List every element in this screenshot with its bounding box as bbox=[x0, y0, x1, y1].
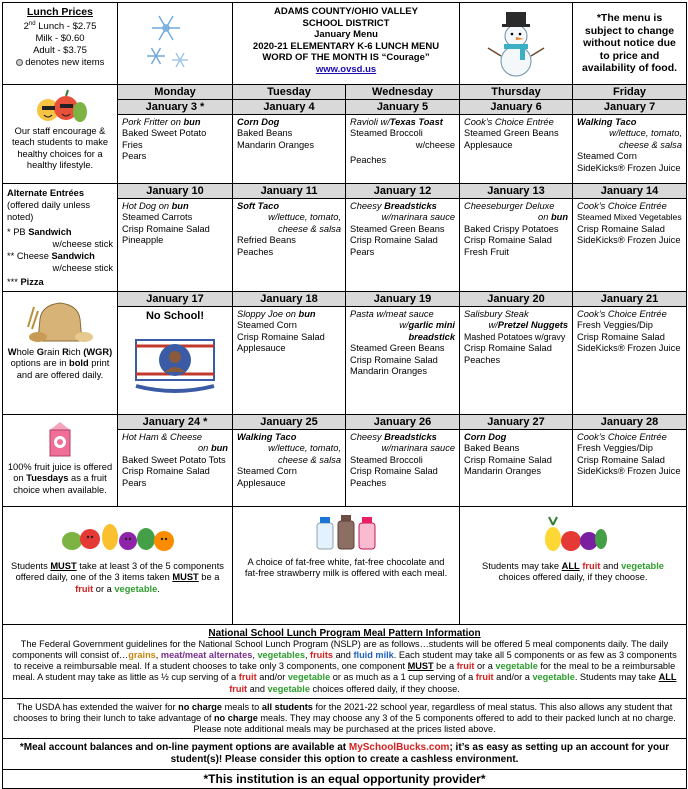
entree-bun: bun bbox=[550, 212, 569, 222]
entree: Corn Dog bbox=[237, 116, 280, 127]
entree: Cook’s Choice Entrée bbox=[577, 431, 667, 442]
s1-e: be a bbox=[198, 572, 220, 582]
entree: Corn Dog bbox=[464, 431, 507, 442]
fruit-juice-text bbox=[6, 462, 114, 497]
wgr-ich: ich bbox=[68, 346, 81, 357]
adult-price: Adult - $3.75 bbox=[33, 45, 87, 57]
day-cell-jan-13 bbox=[460, 183, 573, 291]
wgr-rain: rain bbox=[43, 346, 63, 357]
wgr-bold: bold bbox=[69, 358, 89, 368]
juice-item: SideKicks® Frozen Juice bbox=[577, 343, 681, 353]
day-header-tuesday: Tuesday bbox=[233, 84, 346, 99]
side-item: Steamed Green Beans bbox=[350, 343, 445, 353]
s1-must: MUST bbox=[50, 560, 77, 571]
date-label: January 3 * bbox=[118, 100, 232, 115]
salad-item: Crisp Romaine Salad bbox=[350, 354, 438, 365]
entree: Walking Taco bbox=[237, 431, 297, 442]
s1-vegetable: vegetable bbox=[114, 583, 158, 594]
entree: Cook’s Choice Entrée bbox=[577, 308, 667, 319]
day-cell-jan-4 bbox=[233, 99, 346, 183]
day-cell-jan-20 bbox=[460, 291, 573, 414]
wgr-print: print and are offered daily. bbox=[16, 358, 110, 380]
s1-c: take at least 3 of the 5 components offered daily, one of the 3 items taken bbox=[15, 560, 224, 582]
word-of-month: WORD OF THE MONTH IS “Courage” bbox=[262, 52, 430, 63]
milk-cartons-icon bbox=[311, 511, 381, 551]
entree-on: on bbox=[198, 443, 211, 453]
alt1-note: w/cheese stick bbox=[52, 238, 113, 249]
day-cell-jan-17 bbox=[118, 291, 233, 414]
side-note: w/cheese bbox=[415, 139, 456, 150]
nslp-vegetable: vegetable bbox=[287, 672, 331, 683]
salad-item: Crisp Romaine Salad bbox=[464, 343, 552, 353]
day-cell-jan-27 bbox=[460, 414, 573, 506]
s3-a: Students may take bbox=[482, 560, 562, 571]
side-item: Steamed Corn bbox=[237, 320, 297, 330]
fruit-juice-cell bbox=[3, 414, 118, 506]
s1-period: . bbox=[157, 583, 160, 594]
nslp-body bbox=[9, 639, 680, 695]
staff-side-cell bbox=[3, 84, 118, 183]
nslp-p6: or as much as a 1 cup serving of a bbox=[330, 672, 476, 683]
date-label: January 19 bbox=[346, 292, 459, 307]
salad-item: Crisp Romaine Salad bbox=[577, 454, 665, 465]
nslp-all: ALL bbox=[658, 672, 677, 683]
nslp-p4: for the meal to be a reimbursable meal. A student may take as little as ½ cup serving of a bbox=[12, 661, 676, 683]
salad-item: Crisp Romaine Salad bbox=[577, 223, 665, 234]
day-cell-jan-26 bbox=[346, 414, 460, 506]
nslp-p8: . Students may take bbox=[574, 672, 659, 683]
date-label: January 26 bbox=[346, 415, 459, 430]
nslp-milk: fluid milk bbox=[353, 649, 394, 660]
day-cell-jan-12 bbox=[346, 183, 460, 291]
side-item: Baked Crispy Potatoes bbox=[464, 223, 559, 234]
lunch-prices-box bbox=[3, 3, 118, 85]
snowman-image-cell bbox=[460, 3, 573, 85]
fruit-veg-all-cell bbox=[460, 506, 687, 624]
side-item: Steamed Broccoli bbox=[350, 128, 423, 138]
day-cell-jan-18 bbox=[233, 291, 346, 414]
fruit-veg-group-icon bbox=[533, 511, 613, 555]
side-item: Steamed Broccoli bbox=[350, 454, 423, 465]
date-label: January 7 bbox=[573, 100, 686, 115]
entree-bread: garlic mini bbox=[408, 320, 456, 330]
day-cell-jan-10 bbox=[118, 183, 233, 291]
date-label: January 17 bbox=[118, 292, 232, 307]
juice-carton-icon bbox=[40, 420, 80, 460]
entree-toppings-2: cheese & salsa bbox=[277, 223, 341, 234]
side-item: Refried Beans bbox=[237, 235, 296, 245]
side-item: Mashed Potatoes w/gravy bbox=[464, 331, 566, 342]
lunch-prices-title: Lunch Prices bbox=[27, 6, 93, 18]
district-name: ADAMS COUNTY/OHIO VALLEY bbox=[274, 6, 418, 17]
salad-item: Crisp Romaine Salad bbox=[350, 235, 438, 245]
date-label: January 4 bbox=[233, 100, 345, 115]
account-c: ; it’s as easy as setting up an account for your student(s)! Please consider this option to create a cashless environment. bbox=[170, 742, 670, 766]
entree: Ravioli w/ bbox=[350, 116, 390, 127]
salad-item: Crisp Romaine Salad bbox=[122, 223, 210, 234]
side-item: Fresh Veggies/Dip bbox=[577, 320, 653, 330]
milk-choice-text: A choice of fat-free white, fat-free chocolate and fat-free strawberry milk is offered with each meal. bbox=[244, 556, 448, 578]
alt3-label: *** bbox=[7, 276, 21, 287]
entree: Cheesy bbox=[350, 200, 385, 211]
snowflake-icon bbox=[118, 6, 231, 80]
nslp-p1: The Federal Government guidelines for the National School Lunch Program (NSLP) are as follows…students will be offered 5 meal components daily. The daily components will consist of… bbox=[12, 638, 669, 660]
alt-entrees-title: Alternate Entrées bbox=[7, 187, 84, 198]
nslp-veg: vegetables bbox=[257, 649, 305, 660]
date-label: January 12 bbox=[346, 184, 459, 199]
side-item: Baked Beans bbox=[464, 443, 520, 453]
nslp-comma: , bbox=[155, 649, 161, 660]
side-item: Fresh Veggies/Dip bbox=[577, 443, 653, 453]
juice-item: SideKicks® Frozen Juice bbox=[577, 466, 681, 476]
usda-a: The USDA has extended the waiver for bbox=[16, 701, 179, 712]
side-item: Steamed Corn bbox=[577, 151, 637, 161]
fruit-item: Applesauce bbox=[237, 477, 286, 488]
s1-must-2: MUST bbox=[172, 572, 199, 582]
usda-g: meals. They may choose any 3 of the 5 components offered to add to their packed lunch at no charge. Please note additional meals may be purchased at the prices listed above. bbox=[193, 712, 676, 735]
circle-icon bbox=[16, 59, 23, 66]
equal-opportunity-statement: *This institution is an equal opportunity provider* bbox=[3, 770, 687, 789]
day-header-monday: Monday bbox=[118, 84, 233, 99]
entree-toppings-2: cheese & salsa bbox=[277, 454, 341, 465]
nslp-vegetable: vegetable bbox=[267, 683, 310, 694]
nslp-p7: and/or a bbox=[493, 672, 533, 683]
entree-toppings: w/lettuce, tomato, bbox=[268, 443, 341, 453]
entree: Salisbury Steak bbox=[464, 308, 529, 319]
day-header-friday: Friday bbox=[573, 84, 687, 99]
menu-title-block bbox=[233, 3, 460, 85]
fruit-item: Pears bbox=[122, 477, 147, 488]
wgr-options: options are in bbox=[10, 358, 70, 368]
salad-item: Crisp Romaine Salad bbox=[237, 331, 325, 342]
s1-fruit: fruit bbox=[75, 583, 94, 594]
day-cell-jan-25 bbox=[233, 414, 346, 506]
myschoolbucks-link[interactable]: MySchoolBucks.com bbox=[348, 742, 450, 754]
juice-text-2: as a fruit choice when available. bbox=[13, 473, 107, 495]
usda-no-charge: no charge bbox=[178, 701, 223, 712]
entree-bun: bun bbox=[298, 308, 316, 319]
nslp-p5: and/or bbox=[256, 672, 288, 683]
nslp-fruit: fruit bbox=[456, 661, 475, 672]
day-cell-jan-24 bbox=[118, 414, 233, 506]
district-line2: SCHOOL DISTRICT bbox=[302, 17, 390, 29]
new-items-text: denotes new items bbox=[25, 57, 105, 69]
alt-entrees-sub: (offered daily unless noted) bbox=[7, 199, 91, 222]
day-cell-jan-11 bbox=[233, 183, 346, 291]
nslp-p2: . Each student may take all 5 components or as few as 3 components to receive a reimbursable meal. If a student chooses to take only 3 components, one component bbox=[13, 649, 677, 672]
side-item: Baked Beans bbox=[237, 128, 293, 138]
alt3-bold: Pizza bbox=[20, 276, 44, 287]
fruit-item: Mandarin Oranges bbox=[237, 139, 314, 150]
salad-item: Crisp Romaine Salad bbox=[464, 235, 552, 245]
alt1-bold: Sandwich bbox=[28, 226, 72, 237]
account-a: *Meal account balances and on-line payment options are available at bbox=[19, 742, 349, 754]
entree: Hot Dog on bbox=[122, 200, 172, 211]
entree-bread-2: breadstick bbox=[408, 331, 456, 342]
nslp-and: and bbox=[333, 649, 354, 660]
fruit-item: Fresh Fruit bbox=[464, 246, 509, 257]
juice-item: SideKicks® Frozen Juice bbox=[577, 162, 681, 173]
menu-change-notice: *The menu is subject to change without notice due to price and availability of food. bbox=[573, 3, 687, 85]
entree-bread: Breadsticks bbox=[384, 431, 437, 442]
nslp-fruit: fruit bbox=[238, 672, 257, 683]
alt2-label: ** Cheese bbox=[7, 250, 52, 261]
entree-toppings-2: cheese & salsa bbox=[618, 139, 683, 150]
day-header-thursday: Thursday bbox=[460, 84, 573, 99]
date-label: January 21 bbox=[573, 292, 686, 307]
nslp-grains: grains bbox=[128, 649, 156, 660]
usda-waiver-cell bbox=[3, 698, 687, 739]
nslp-must: MUST bbox=[407, 661, 434, 672]
entree-with: w/ bbox=[399, 320, 409, 330]
day-cell-jan-19 bbox=[346, 291, 460, 414]
nslp-fruit: fruit bbox=[229, 683, 248, 694]
day-cell-jan-21 bbox=[573, 291, 687, 414]
date-label: January 27 bbox=[460, 415, 572, 430]
salad-item: Crisp Romaine Salad bbox=[577, 331, 665, 342]
entree: Cheesy bbox=[350, 431, 385, 442]
snowman-icon bbox=[460, 6, 572, 80]
side-item: Steamed Corn bbox=[237, 466, 297, 476]
alternate-entrees-cell bbox=[3, 183, 118, 291]
menu-type: 2020-21 ELEMENTARY K-6 LUNCH MENU bbox=[252, 40, 440, 52]
entree-bread: Pretzel Nuggets bbox=[497, 320, 569, 330]
juice-item: SideKicks® Frozen Juice bbox=[577, 235, 681, 245]
date-label: January 5 bbox=[346, 100, 459, 115]
s3-fruit: fruit bbox=[582, 560, 601, 571]
grain-bag-icon bbox=[20, 299, 100, 345]
nslp-fruit: fruit bbox=[475, 672, 494, 683]
day-cell-jan-28 bbox=[573, 414, 687, 506]
new-items-legend bbox=[9, 57, 111, 69]
alt2-bold: Sandwich bbox=[51, 250, 95, 261]
second-lunch-num: 2 bbox=[23, 21, 29, 33]
day-cell-jan-3 bbox=[118, 99, 233, 183]
entree-toppings: w/lettuce, tomato, bbox=[268, 212, 341, 222]
nslp-meat: meat/meat alternates bbox=[160, 649, 253, 660]
whole-grain-text bbox=[6, 347, 114, 382]
s3-and: and bbox=[600, 560, 622, 571]
entree: Pork Fritter on bbox=[122, 116, 184, 127]
date-label: January 10 bbox=[118, 184, 232, 199]
components-requirement-text bbox=[11, 561, 224, 596]
entree: Walking Taco bbox=[577, 116, 637, 127]
nslp-or: or a bbox=[474, 661, 496, 672]
date-label: January 18 bbox=[233, 292, 345, 307]
entree-on: on bbox=[538, 212, 551, 222]
wgr-w: W bbox=[7, 346, 17, 357]
wgr-hole: hole bbox=[16, 346, 37, 357]
milk-choice-cell bbox=[233, 506, 460, 624]
alt2-note: w/cheese stick bbox=[52, 262, 113, 273]
entree-bun: bun bbox=[210, 443, 228, 453]
entree-bread: Texas Toast bbox=[389, 116, 443, 127]
menu-table bbox=[2, 2, 687, 789]
district-website-link[interactable]: www.ovsd.us bbox=[315, 63, 377, 75]
fruit-veg-all-text bbox=[468, 561, 678, 584]
nslp-p3: be a bbox=[433, 661, 457, 672]
usda-c: meals to bbox=[222, 701, 262, 712]
salad-item: Crisp Romaine Salad bbox=[350, 466, 438, 476]
entree: Soft Taco bbox=[237, 200, 280, 211]
usda-no-charge-2: no charge bbox=[213, 712, 258, 723]
entree-toppings: w/lettuce, tomato, bbox=[609, 128, 683, 138]
nslp-comma: , bbox=[252, 649, 258, 660]
s1-g: or a bbox=[93, 583, 115, 594]
milk-price: Milk - $0.60 bbox=[35, 33, 85, 45]
fruit-item: Applesauce bbox=[237, 343, 286, 353]
nslp-vegetable: vegetable bbox=[495, 661, 538, 672]
fruit-item: Peaches bbox=[464, 354, 501, 365]
entree-bread: Breadsticks bbox=[384, 200, 437, 211]
fruit-item: Peaches bbox=[350, 477, 387, 488]
fruit-item: Pears bbox=[350, 246, 375, 257]
veggie-characters-icon bbox=[58, 511, 178, 555]
side-item: Baked Sweet Potato Tots bbox=[122, 454, 226, 465]
salad-item: Crisp Romaine Salad bbox=[122, 466, 210, 476]
day-cell-jan-14 bbox=[573, 183, 687, 291]
entree-sauce: w/marinara sauce bbox=[381, 212, 456, 222]
juice-tuesdays: Tuesdays bbox=[26, 473, 69, 483]
entree-bun: bun bbox=[171, 200, 189, 211]
day-header-wednesday: Wednesday bbox=[346, 84, 460, 99]
no-school-text: No School! bbox=[145, 309, 205, 322]
fruit-item: Peaches bbox=[350, 155, 387, 165]
alt1-label: * PB bbox=[7, 226, 29, 237]
fruit-item: Applesauce bbox=[464, 139, 513, 150]
whole-grain-cell bbox=[3, 291, 118, 414]
side-item: Steamed Green Beans bbox=[464, 128, 559, 138]
fruit-item: Pineapple bbox=[122, 235, 164, 245]
wgr-g: G bbox=[36, 346, 44, 357]
fruit-item: Peaches bbox=[237, 246, 274, 257]
fruit-item: Pears bbox=[122, 151, 147, 161]
nslp-p9: choices offered daily, if they choose. bbox=[309, 683, 460, 694]
side-item: Steamed Mixed Vegetables bbox=[577, 212, 682, 222]
fruit-item: Mandarin Oranges bbox=[464, 466, 542, 476]
usda-all-students: all students bbox=[261, 701, 313, 712]
nslp-comma: , bbox=[304, 649, 311, 660]
snowflakes-image-cell bbox=[118, 3, 233, 85]
s3-g: choices offered daily, if they choose. bbox=[498, 572, 648, 582]
entree: Sloppy Joe on bbox=[237, 308, 299, 319]
mlk-day-emblem-icon bbox=[130, 324, 220, 396]
entree: Cheeseburger Deluxe bbox=[464, 200, 555, 211]
second-lunch-sup: nd bbox=[28, 21, 36, 27]
entree-sauce: w/marinara sauce bbox=[381, 443, 456, 453]
entree: Hot Ham & Cheese bbox=[122, 431, 203, 442]
wgr-r: R bbox=[62, 346, 69, 357]
salad-item: Crisp Romaine Salad bbox=[464, 454, 552, 465]
nslp-title: National School Lunch Program Meal Pattern Information bbox=[208, 627, 481, 639]
date-label: January 20 bbox=[460, 292, 572, 307]
fruit-characters-icon bbox=[20, 88, 100, 126]
date-label: January 13 bbox=[460, 184, 572, 199]
day-cell-jan-5 bbox=[346, 99, 460, 183]
entree: Cook’s Choice Entrée bbox=[464, 116, 554, 127]
account-info-cell bbox=[3, 739, 687, 770]
second-lunch-price bbox=[9, 18, 111, 33]
date-label: January 25 bbox=[233, 415, 345, 430]
entree-bun: bun bbox=[183, 116, 201, 127]
entree-with: w/ bbox=[488, 320, 498, 330]
date-label: January 14 bbox=[573, 184, 686, 199]
wgr-abbr: (WGR) bbox=[83, 346, 113, 357]
menu-month: January Menu bbox=[314, 29, 378, 40]
nslp-info-cell bbox=[3, 624, 687, 698]
entree: Cook’s Choice Entrée bbox=[577, 200, 667, 211]
staff-message: Our staff encourage & teach students to make healthy choices for a healthy lifestyle. bbox=[11, 125, 109, 170]
nslp-fruits: fruits bbox=[310, 649, 334, 660]
nslp-and: and bbox=[247, 683, 268, 694]
date-label: January 11 bbox=[233, 184, 345, 199]
side-item: Steamed Green Beans bbox=[350, 223, 445, 234]
nslp-vegetable: vegetable bbox=[532, 672, 575, 683]
date-label: January 28 bbox=[573, 415, 686, 430]
s1-a: Students bbox=[11, 560, 51, 571]
side-item: Baked Sweet Potato Fries bbox=[122, 128, 207, 150]
fruit-item: Mandarin Oranges bbox=[350, 366, 427, 376]
s3-all: ALL bbox=[561, 560, 580, 571]
usda-e: for the 2021-22 school year, regardless of meal status. This also allows any student that chooses to bring their lunch to take advantage of bbox=[13, 701, 673, 723]
second-lunch-text: Lunch - $2.75 bbox=[35, 21, 97, 33]
side-item: Steamed Carrots bbox=[122, 212, 193, 222]
s3-vegetable: vegetable bbox=[621, 560, 664, 571]
components-requirement-cell bbox=[3, 506, 233, 624]
day-cell-jan-6 bbox=[460, 99, 573, 183]
date-label: January 6 bbox=[460, 100, 572, 115]
day-cell-jan-7 bbox=[573, 99, 687, 183]
juice-text-1: 100% fruit juice is offered on bbox=[7, 461, 113, 483]
date-label: January 24 * bbox=[118, 415, 232, 430]
entree: Pasta w/meat sauce bbox=[350, 308, 434, 319]
